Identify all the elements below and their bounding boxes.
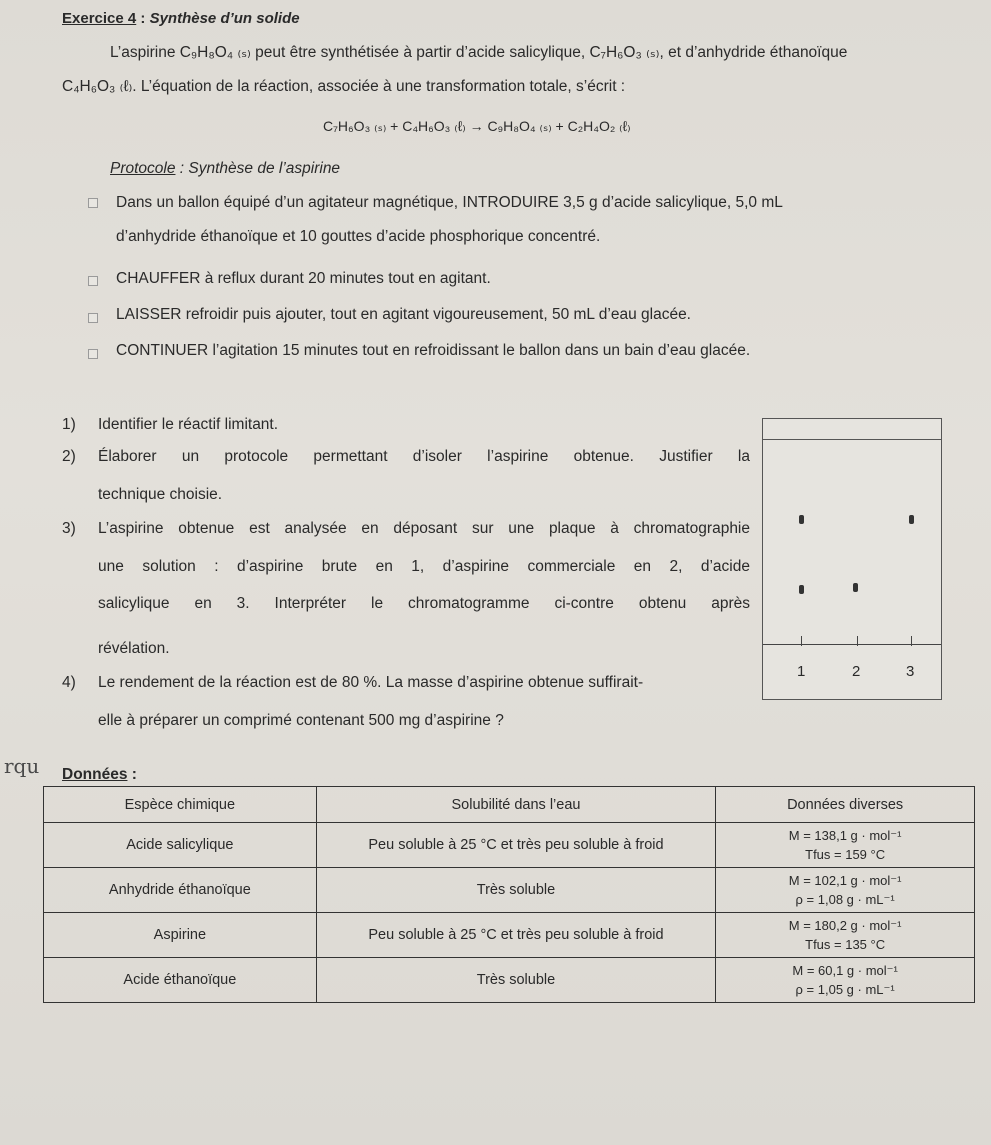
question-3-line-2: une solution : d’aspirine brute en 1, d’aspirine commerciale en 2, d’acide — [98, 558, 750, 575]
intro-line-1: L’aspirine C₉H₈O₄ ₍ₛ₎ peut être synthétisée à partir d’acide salicylique, C₇H₆O₃ ₍ₛ₎, et d’anhydride éthanoïque — [110, 44, 848, 61]
misc-cell: M = 138,1 g · mol⁻¹ Tfus = 159 °C — [716, 823, 975, 868]
misc-cell: M = 180,2 g · mol⁻¹ Tfus = 135 °C — [716, 913, 975, 958]
step-checkbox-1 — [88, 198, 98, 208]
misc-cell: M = 102,1 g · mol⁻¹ ρ = 1,08 g · mL⁻¹ — [716, 868, 975, 913]
question-4-line-1: Le rendement de la réaction est de 80 %. La masse d’aspirine obtenue suffirait- — [98, 674, 644, 691]
question-2-number: 2) — [62, 448, 76, 465]
lane-label-2: 2 — [852, 663, 861, 680]
spot-lane-2-low — [853, 583, 858, 592]
question-2-line-2: technique choisie. — [98, 486, 223, 503]
deposit-tick-3 — [911, 636, 912, 646]
question-1-number: 1) — [62, 416, 76, 433]
chromatography-plate — [762, 418, 942, 700]
donnees-title: Données : — [62, 766, 137, 783]
handwritten-scribble: rqu — [4, 754, 40, 778]
question-4-number: 4) — [62, 674, 76, 691]
header-species: Espèce chimique — [44, 787, 317, 823]
table-row — [44, 913, 975, 958]
header-solubility: Solubilité dans l’eau — [316, 787, 716, 823]
solubility-cell: Peu soluble à 25 °C et très peu soluble à froid — [316, 823, 716, 868]
question-3-line-4: révélation. — [98, 640, 170, 657]
species-cell: Acide salicylique — [44, 823, 317, 868]
protocol-step-1-line-2: d’anhydride éthanoïque et 10 gouttes d’acide phosphorique concentré. — [116, 228, 601, 245]
protocol-step-4: CONTINUER l’agitation 15 minutes tout en refroidissant le ballon dans un bain d’eau glacée. — [116, 342, 751, 359]
header-misc: Données diverses — [716, 787, 975, 823]
spot-lane-1-high — [799, 515, 804, 524]
protocol-title: Protocole : Synthèse de l’aspirine — [110, 160, 341, 177]
step-checkbox-3 — [88, 313, 98, 323]
deposit-line — [763, 644, 941, 645]
step-checkbox-4 — [88, 349, 98, 359]
exercise-title: Exercice 4 : Synthèse d’un solide — [62, 10, 300, 27]
lane-label-3: 3 — [906, 663, 915, 680]
protocol-step-2: CHAUFFER à reflux durant 20 minutes tout en agitant. — [116, 270, 491, 287]
table-row — [44, 958, 975, 1003]
question-3-line-3: salicylique en 3. Interpréter le chromatogramme ci-contre obtenu après — [98, 595, 750, 612]
species-cell: Anhydride éthanoïque — [44, 868, 317, 913]
question-3-number: 3) — [62, 520, 76, 537]
misc-cell: M = 60,1 g · mol⁻¹ ρ = 1,05 g · mL⁻¹ — [716, 958, 975, 1003]
table-header-row — [44, 787, 975, 823]
intro-line-2: C₄H₆O₃ ₍ℓ₎. L’équation de la réaction, associée à une transformation totale, s’écrit : — [62, 78, 626, 95]
question-1-text: Identifier le réactif limitant. — [98, 416, 279, 433]
data-table — [43, 786, 975, 1003]
reaction-equation: C₇H₆O₃ ₍ₛ₎ + C₄H₆O₃ ₍ℓ₎ → C₉H₈O₄ ₍ₛ₎ + C₂H₄O₂ ₍ℓ₎ — [323, 118, 631, 134]
solubility-cell: Peu soluble à 25 °C et très peu soluble à froid — [316, 913, 716, 958]
spot-lane-1-low — [799, 585, 804, 594]
solvent-front-line — [763, 439, 941, 440]
question-4-line-2: elle à préparer un comprimé contenant 500 mg d’aspirine ? — [98, 712, 504, 729]
step-checkbox-2 — [88, 276, 98, 286]
deposit-tick-1 — [801, 636, 802, 646]
solubility-cell: Très soluble — [316, 958, 716, 1003]
protocol-step-1-line-1: Dans un ballon équipé d’un agitateur magnétique, INTRODUIRE 3,5 g d’acide salicylique, 5,0 mL — [116, 194, 783, 211]
species-cell: Aspirine — [44, 913, 317, 958]
question-3-line-1: L’aspirine obtenue est analysée en déposant sur une plaque à chromatographie — [98, 520, 750, 537]
species-cell: Acide éthanoïque — [44, 958, 317, 1003]
protocol-step-3: LAISSER refroidir puis ajouter, tout en agitant vigoureusement, 50 mL d’eau glacée. — [116, 306, 691, 323]
lane-label-1: 1 — [797, 663, 806, 680]
spot-lane-3-high — [909, 515, 914, 524]
question-2-line-1: Élaborer un protocole permettant d’isoler l’aspirine obtenue. Justifier la — [98, 448, 750, 465]
table-row — [44, 868, 975, 913]
solubility-cell: Très soluble — [316, 868, 716, 913]
table-row — [44, 823, 975, 868]
deposit-tick-2 — [857, 636, 858, 646]
